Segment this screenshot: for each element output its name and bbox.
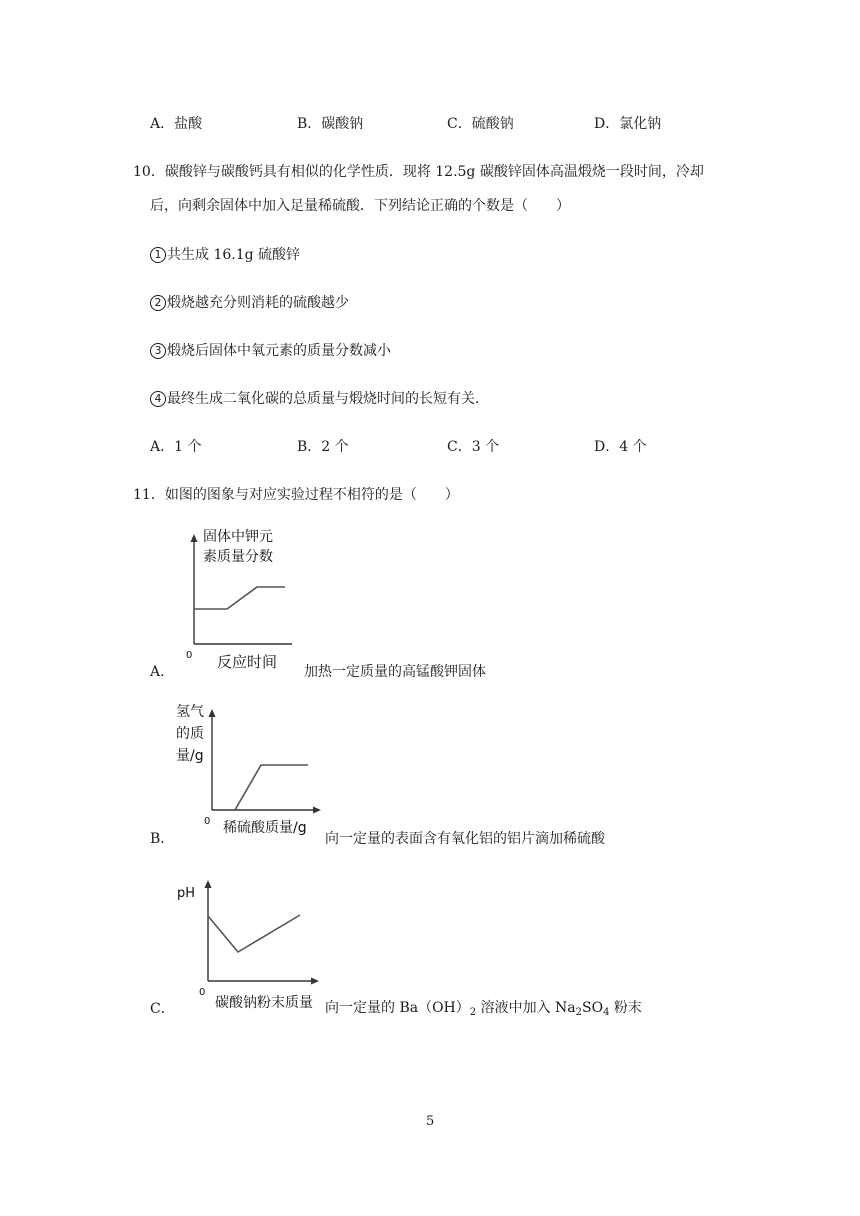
curve-line xyxy=(208,915,300,952)
q9-option-a: A．盐酸 xyxy=(150,116,203,132)
q10-option-c: C．3 个 xyxy=(447,439,500,455)
q11-stem: 11．如图的图象与对应实验过程不相符的是（ ） xyxy=(133,487,459,503)
q10-statement-4 xyxy=(150,388,489,408)
graph-c xyxy=(172,870,327,1015)
subscript: 2 xyxy=(575,1007,583,1018)
origin-label: 0 xyxy=(186,650,193,661)
q9-option-d: D．氯化钠 xyxy=(594,116,662,132)
q11-option-c-desc xyxy=(325,997,642,1017)
statement-text: 最终生成二氧化碳的总质量与煅烧时间的长短有关． xyxy=(167,391,489,407)
q9-option-c: C．硫酸钠 xyxy=(447,116,514,132)
origin-label: 0 xyxy=(199,987,206,998)
subscript: 4 xyxy=(603,1007,610,1018)
q11-option-c-label: C． xyxy=(150,1001,175,1017)
q10-option-d: D．4 个 xyxy=(594,439,647,455)
x-label: 稀硫酸质量/g xyxy=(223,820,307,836)
y-label-line1: 固体中钾元 xyxy=(203,529,273,545)
desc-part: 粉末 xyxy=(609,1000,642,1016)
circled-number: 2 xyxy=(150,295,166,311)
origin-label: 0 xyxy=(204,816,211,827)
desc-part: SO xyxy=(582,1000,604,1016)
subscript: 2 xyxy=(469,1007,477,1018)
q10-stem-line2: 后，向剩余固体中加入足量稀硫酸．下列结论正确的个数是（ ） xyxy=(150,198,570,214)
curve-line xyxy=(194,587,285,609)
desc-part: 向一定量的 Ba（OH） xyxy=(325,1000,470,1016)
x-axis-arrow xyxy=(311,978,319,985)
x-label: 反应时间 xyxy=(217,653,278,671)
desc-part: 溶液中加入 Na xyxy=(476,1000,576,1016)
x-label: 碳酸钠粉末质量 xyxy=(215,995,313,1011)
y-label-line3: 量/g xyxy=(176,748,204,764)
q9-option-b: B．碳酸钠 xyxy=(297,116,364,132)
statement-text: 共生成 16.1g 硫酸锌 xyxy=(167,247,301,263)
q10-statement-3 xyxy=(150,340,391,360)
y-label-line2: 素质量分数 xyxy=(203,549,273,565)
y-axis-arrow xyxy=(205,880,212,888)
statement-text: 煅烧越充分则消耗的硫酸越少 xyxy=(167,295,349,311)
q10-statement-2 xyxy=(150,292,349,312)
graph-b xyxy=(172,702,327,842)
q10-option-a: A．1 个 xyxy=(150,439,202,455)
circled-number: 3 xyxy=(150,343,166,359)
y-label-line2: 的质 xyxy=(176,726,204,742)
q10-option-b: B．2 个 xyxy=(297,439,349,455)
graph-a xyxy=(180,525,305,675)
statement-text: 煅烧后固体中氧元素的质量分数减小 xyxy=(167,343,391,359)
y-label: pH xyxy=(177,886,196,901)
circled-number: 4 xyxy=(150,391,166,407)
page-number: 5 xyxy=(426,1114,435,1129)
q10-stem-line1: 10．碳酸锌与碳酸钙具有相似的化学性质．现将 12.5g 碳酸锌固体高温煅烧一段时间，冷却 xyxy=(133,164,704,180)
curve-line xyxy=(235,765,308,810)
q11-option-a-desc: 加热一定质量的高锰酸钾固体 xyxy=(304,664,486,680)
q11-option-a-label: A． xyxy=(150,664,175,680)
x-axis-arrow xyxy=(313,807,321,814)
circled-number: 1 xyxy=(150,247,166,263)
q10-statement-1 xyxy=(150,244,300,264)
q11-option-b-desc: 向一定量的表面含有氧化铝的铝片滴加稀硫酸 xyxy=(325,831,605,847)
y-label-line1: 氢气 xyxy=(176,704,204,720)
q11-option-b-label: B． xyxy=(150,831,175,847)
y-axis-arrow xyxy=(191,534,198,542)
y-axis-arrow xyxy=(209,709,216,717)
